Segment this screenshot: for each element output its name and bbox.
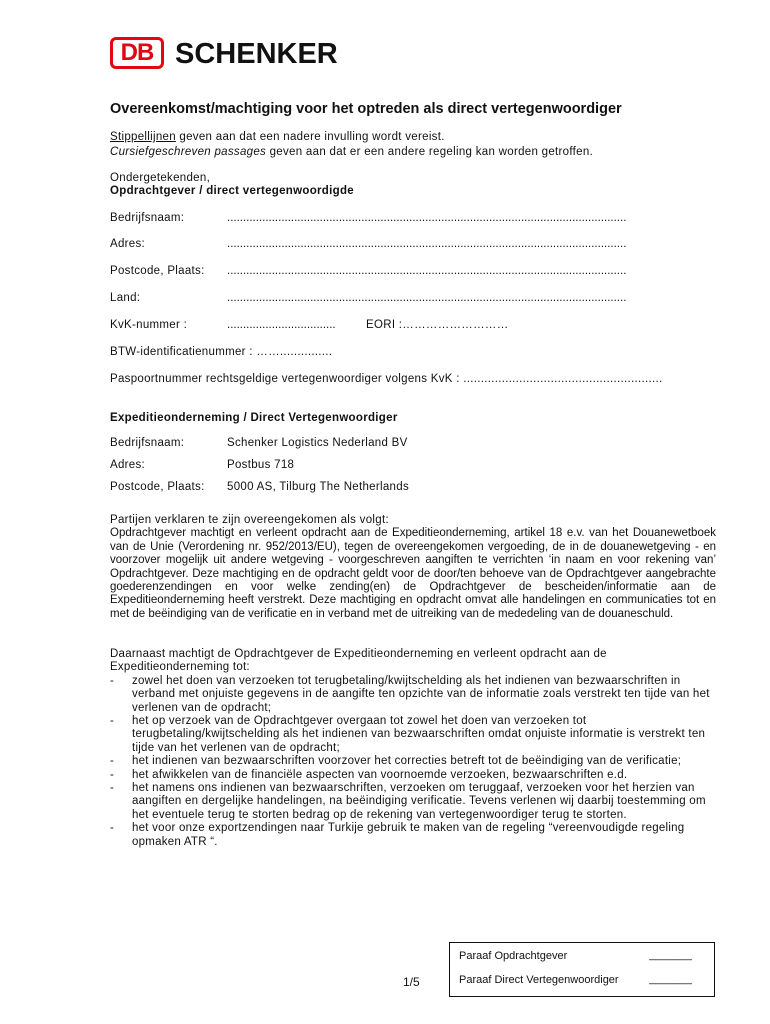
additional-list (110, 675, 716, 849)
document-title: Overeenkomst/machtiging voor het optreden als direct vertegenwoordiger (110, 101, 622, 117)
db-logo-mark: DB (120, 39, 154, 66)
forwarder-company-label: Bedrijfsnaam: (110, 437, 185, 449)
additional-section (110, 648, 716, 849)
client-postcode-field[interactable]: ............................................................................................................................. (227, 265, 627, 277)
list-item: - het voor onze exportzendingen naar Turkije gebruik te maken van de regeling “vereenvoudigde regeling opmaken ATR “. (110, 822, 716, 849)
passport-field[interactable]: Paspoortnummer rechtsgeldige vertegenwoordiger volgens KvK : ......................................................... (110, 373, 663, 385)
initials-box (449, 942, 715, 997)
agreement-section (110, 514, 716, 621)
forwarder-postcode-value: 5000 AS, Tilburg The Netherlands (227, 481, 409, 493)
list-item: - het afwikkelen van de financiële aspecten van voornoemde verzoeken, bezwaarschriften e.d. (110, 769, 716, 782)
client-country-label: Land: (110, 292, 141, 304)
page-number: 1/5 (403, 975, 420, 989)
legend-line-1-rest: geven aan dat een nadere invulling wordt vereist. (175, 131, 445, 143)
btw-field[interactable]: BTW-identificatienummer : ……............... (110, 346, 333, 358)
client-company-label: Bedrijfsnaam: (110, 212, 185, 224)
undersigned-text: Ondergetekenden, (110, 172, 211, 184)
forwarder-heading: Expeditieonderneming / Direct Vertegenwoordiger (110, 412, 398, 424)
forwarder-address-label: Adres: (110, 459, 146, 471)
list-item: - zowel het doen van verzoeken tot terugbetaling/kwijtschelding als het indienen van bezwaarschriften in verband met onjuiste gegevens in de aangifte ten opzichte van de informatie zoals verstrekt ten tijde van het verlenen van de opdracht; (110, 675, 716, 715)
additional-intro: Daarnaast machtigt de Opdrachtgever de Expeditieonderneming en verleent opdracht aan de Expeditieonderneming tot: (110, 648, 607, 674)
db-logo (110, 37, 164, 69)
legend-underlined-term: Stippellijnen (110, 131, 176, 143)
forwarder-address-value: Postbus 718 (227, 459, 295, 471)
client-address-field[interactable]: ............................................................................................................................. (227, 238, 627, 250)
list-item: - het namens ons indienen van bezwaarschriften, verzoeken om teruggaaf, verzoeken voor het herzien van aangiften en dergelijke handelingen, na beëindiging verificatie. Tevens verlenen wij daarbij toestemming om het eventuele terug te storten bedrag op de rekening van vertegenwoordiger terug te storten. (110, 782, 716, 822)
kvk-field[interactable]: .................................. (227, 319, 336, 331)
client-heading: Opdrachtgever / direct vertegenwoordigde (110, 185, 354, 197)
initials-rep-label: Paraaf Direct Vertegenwoordiger (459, 974, 619, 986)
client-postcode-label: Postcode, Plaats: (110, 265, 205, 277)
agreement-body: Opdrachtgever machtigt en verleent opdracht aan de Expeditieonderneming, artikel 18 e.v. van het Douanewetboek van de Unie (Verordening nr. 952/2013/EU), tegen de overeengekomen vergoeding, de in de douanewetgeving - en voorzover mogelijk uit andere wetgeving - voorgeschreven aangiften te verrichten ‘in naam en voor rekening van’ Opdrachtgever. Deze machtiging en de opdracht geldt voor de door/ten behoeve van de Opdrachtgever aangebrachte goederenzendingen en voor welke zending(en) de Opdrachtgever de bescheiden/informatie aan de Expeditieonderneming heeft verstrekt. Deze machtiging en opdracht omvat alle handelingen en communicaties tot en met de beëindiging van de verificatie en in verband met de uitreiking van de mededeling van de douaneschuld. (110, 527, 716, 620)
legend-line-2-rest: geven aan dat er een andere regeling kan worden getroffen. (266, 146, 594, 158)
initials-client-label: Paraaf Opdrachtgever (459, 950, 568, 962)
eori-field[interactable]: EORI :……………………… (366, 319, 509, 331)
kvk-label: KvK-nummer : (110, 319, 188, 331)
forwarder-company-value: Schenker Logistics Nederland BV (227, 437, 408, 449)
client-address-label: Adres: (110, 238, 146, 250)
legend-italic-term: Cursiefgeschreven passages (110, 146, 267, 158)
client-country-field[interactable]: ............................................................................................................................. (227, 292, 627, 304)
list-item: - het op verzoek van de Opdrachtgever overgaan tot zowel het doen van verzoeken tot terugbetaling/kwijtschelding als het indienen van bezwaarschriften omdat onjuiste informatie is verstrekt ten tijde van het verlenen van de opdracht; (110, 715, 716, 755)
legend-line-1 (110, 130, 445, 144)
initials-rep-line[interactable]: _______ (649, 973, 692, 985)
forwarder-postcode-label: Postcode, Plaats: (110, 481, 205, 493)
client-company-field[interactable]: ............................................................................................................................. (227, 212, 627, 224)
schenker-wordmark: SCHENKER (175, 38, 338, 70)
initials-client-line[interactable]: _______ (649, 949, 692, 961)
agreement-intro: Partijen verklaren te zijn overeengekomen als volgt: (110, 514, 389, 526)
legend-line-2 (110, 145, 593, 159)
list-item: - het indienen van bezwaarschriften voorzover het correcties betreft tot de beëindiging van de verificatie; (110, 755, 716, 768)
